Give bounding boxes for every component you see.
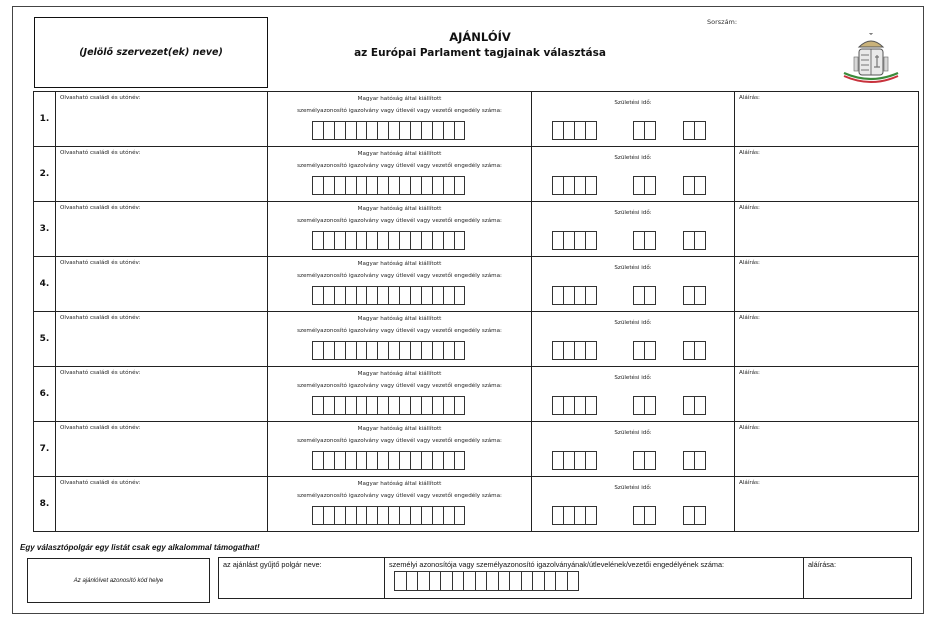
dob-year-boxes bbox=[553, 341, 597, 360]
id-digit-box[interactable] bbox=[454, 506, 466, 525]
dob-cell bbox=[532, 257, 735, 312]
id-digit-box[interactable] bbox=[454, 286, 466, 305]
dob-digit-box[interactable] bbox=[585, 506, 597, 525]
id-label-line1: Magyar hatóság által kiállított bbox=[357, 371, 442, 377]
signature-cell[interactable] bbox=[735, 312, 919, 367]
dob-month-boxes bbox=[634, 286, 656, 305]
dob-label: Születési idő: bbox=[614, 320, 652, 326]
signature-label: Aláírás: bbox=[739, 425, 760, 431]
dob-digit-box[interactable] bbox=[644, 396, 656, 415]
id-cell bbox=[268, 147, 532, 202]
signature-label: Aláírás: bbox=[739, 370, 760, 376]
collector-signature-label: aláírása: bbox=[808, 560, 836, 569]
id-label-line1: Magyar hatóság által kiállított bbox=[357, 206, 442, 212]
dob-month-boxes bbox=[634, 396, 656, 415]
dob-year-boxes bbox=[553, 286, 597, 305]
dob-digit-box[interactable] bbox=[585, 176, 597, 195]
dob-digit-box[interactable] bbox=[644, 176, 656, 195]
id-label-line2: személyazonosító igazolvány vagy útlevél vagy vezetői engedély száma: bbox=[297, 162, 502, 169]
id-label-line1: Magyar hatóság által kiállított bbox=[357, 426, 442, 432]
dob-cell bbox=[532, 312, 735, 367]
dob-digit-box[interactable] bbox=[585, 231, 597, 250]
signature-label: Aláírás: bbox=[739, 150, 760, 156]
signature-label: Aláírás: bbox=[739, 205, 760, 211]
collector-id-label: személyi azonosítója vagy személyazonosító igazolványának/útlevelének/vezetői engedélyének száma: bbox=[389, 560, 725, 569]
signature-cell[interactable] bbox=[735, 202, 919, 257]
id-number-boxes bbox=[313, 231, 465, 250]
name-cell[interactable] bbox=[56, 92, 268, 147]
dob-year-boxes bbox=[553, 176, 597, 195]
signature-cell[interactable] bbox=[735, 147, 919, 202]
signature-cell[interactable] bbox=[735, 257, 919, 312]
dob-digit-box[interactable] bbox=[644, 121, 656, 140]
dob-cell bbox=[532, 422, 735, 477]
row-number: 5. bbox=[34, 312, 56, 367]
form-code-placeholder: Az ajánlóívet azonosító kód helye bbox=[73, 577, 164, 584]
id-label-line2: személyazonosító igazolvány vagy útlevél vagy vezetői engedély száma: bbox=[297, 107, 502, 114]
dob-digit-box[interactable] bbox=[694, 121, 706, 140]
collector-signature-cell[interactable] bbox=[804, 558, 912, 599]
name-cell[interactable] bbox=[56, 367, 268, 422]
id-cell bbox=[268, 367, 532, 422]
dob-year-boxes bbox=[553, 451, 597, 470]
single-support-notice: Egy választópolgár egy listát csak egy alkalommal támogathat! bbox=[20, 543, 260, 552]
organization-placeholder: (Jelölő szervezet(ek) neve) bbox=[79, 47, 223, 58]
dob-year-boxes bbox=[553, 121, 597, 140]
form-subtitle: az Európai Parlament tagjainak választása bbox=[354, 47, 606, 59]
id-cell bbox=[268, 422, 532, 477]
signature-table bbox=[33, 91, 919, 532]
dob-digit-box[interactable] bbox=[694, 286, 706, 305]
name-cell[interactable] bbox=[56, 257, 268, 312]
name-cell[interactable] bbox=[56, 202, 268, 257]
dob-digit-box[interactable] bbox=[644, 231, 656, 250]
row-number: 1. bbox=[34, 92, 56, 147]
recommender-row bbox=[34, 367, 919, 422]
dob-label: Születési idő: bbox=[614, 210, 652, 216]
signature-cell[interactable] bbox=[735, 367, 919, 422]
id-number-boxes bbox=[313, 341, 465, 360]
signature-cell[interactable] bbox=[735, 92, 919, 147]
dob-digit-box[interactable] bbox=[644, 341, 656, 360]
dob-label: Születési idő: bbox=[614, 100, 652, 106]
dob-digit-box[interactable] bbox=[694, 176, 706, 195]
dob-year-boxes bbox=[553, 396, 597, 415]
name-label: Olvasható családi és utónév: bbox=[60, 95, 141, 101]
name-label: Olvasható családi és utónév: bbox=[60, 480, 141, 486]
dob-label: Születési idő: bbox=[614, 375, 652, 381]
id-cell bbox=[268, 257, 532, 312]
recommender-row bbox=[34, 147, 919, 202]
dob-digit-box[interactable] bbox=[694, 396, 706, 415]
dob-cell bbox=[532, 147, 735, 202]
collector-name-label: az ajánlást gyűjtő polgár neve: bbox=[223, 560, 322, 569]
dob-month-boxes bbox=[634, 451, 656, 470]
id-label-line1: Magyar hatóság által kiállított bbox=[357, 261, 442, 267]
dob-label: Születési idő: bbox=[614, 430, 652, 436]
dob-month-boxes bbox=[634, 341, 656, 360]
id-digit-box[interactable] bbox=[454, 231, 466, 250]
dob-digit-box[interactable] bbox=[694, 231, 706, 250]
dob-day-boxes bbox=[684, 396, 706, 415]
row-number: 6. bbox=[34, 367, 56, 422]
dob-digit-box[interactable] bbox=[585, 396, 597, 415]
dob-month-boxes bbox=[634, 121, 656, 140]
dob-day-boxes bbox=[684, 121, 706, 140]
id-label-line2: személyazonosító igazolvány vagy útlevél vagy vezetői engedély száma: bbox=[297, 382, 502, 389]
recommender-row bbox=[34, 422, 919, 477]
collector-id-cell bbox=[385, 558, 804, 599]
row-number: 3. bbox=[34, 202, 56, 257]
signature-label: Aláírás: bbox=[739, 480, 760, 486]
dob-label: Születési idő: bbox=[614, 155, 652, 161]
dob-label: Születési idő: bbox=[614, 265, 652, 271]
id-cell bbox=[268, 92, 532, 147]
name-cell[interactable] bbox=[56, 312, 268, 367]
dob-cell bbox=[532, 477, 735, 532]
dob-digit-box[interactable] bbox=[585, 341, 597, 360]
dob-digit-box[interactable] bbox=[694, 506, 706, 525]
form-title: AJÁNLÓÍV bbox=[449, 30, 511, 44]
dob-day-boxes bbox=[684, 176, 706, 195]
id-label-line1: Magyar hatóság által kiállított bbox=[357, 481, 442, 487]
name-label: Olvasható családi és utónév: bbox=[60, 370, 141, 376]
id-cell bbox=[268, 477, 532, 532]
recommender-row bbox=[34, 312, 919, 367]
dob-digit-box[interactable] bbox=[644, 451, 656, 470]
name-label: Olvasható családi és utónév: bbox=[60, 150, 141, 156]
organization-name-box bbox=[34, 17, 268, 88]
id-number-boxes bbox=[313, 396, 465, 415]
dob-digit-box[interactable] bbox=[644, 506, 656, 525]
id-number-boxes bbox=[313, 506, 465, 525]
row-number: 2. bbox=[34, 147, 56, 202]
id-cell bbox=[268, 202, 532, 257]
name-label: Olvasható családi és utónév: bbox=[60, 205, 141, 211]
collector-id-boxes bbox=[395, 571, 799, 591]
id-digit-box[interactable] bbox=[454, 341, 466, 360]
id-digit-box[interactable] bbox=[454, 451, 466, 470]
id-digit-box[interactable] bbox=[454, 176, 466, 195]
id-number-boxes bbox=[313, 451, 465, 470]
collector-name-cell[interactable] bbox=[219, 558, 385, 599]
name-cell[interactable] bbox=[56, 477, 268, 532]
recommender-row bbox=[34, 202, 919, 257]
recommender-row bbox=[34, 257, 919, 312]
id-label-line2: személyazonosító igazolvány vagy útlevél vagy vezetői engedély száma: bbox=[297, 492, 502, 499]
dob-digit-box[interactable] bbox=[694, 451, 706, 470]
form-title-block bbox=[330, 30, 630, 59]
id-digit-box[interactable] bbox=[454, 396, 466, 415]
name-label: Olvasható családi és utónév: bbox=[60, 425, 141, 431]
id-label-line1: Magyar hatóság által kiállított bbox=[357, 96, 442, 102]
signature-label: Aláírás: bbox=[739, 315, 760, 321]
dob-digit-box[interactable] bbox=[585, 451, 597, 470]
name-label: Olvasható családi és utónév: bbox=[60, 315, 141, 321]
dob-digit-box[interactable] bbox=[644, 286, 656, 305]
dob-month-boxes bbox=[634, 176, 656, 195]
id-label-line2: személyazonosító igazolvány vagy útlevél vagy vezetői engedély száma: bbox=[297, 217, 502, 224]
dob-cell bbox=[532, 367, 735, 422]
dob-digit-box[interactable] bbox=[585, 121, 597, 140]
dob-day-boxes bbox=[684, 231, 706, 250]
id-label-line1: Magyar hatóság által kiállított bbox=[357, 316, 442, 322]
dob-cell bbox=[532, 202, 735, 257]
id-digit-box[interactable] bbox=[454, 121, 466, 140]
signature-cell[interactable] bbox=[735, 477, 919, 532]
name-cell[interactable] bbox=[56, 147, 268, 202]
row-number: 4. bbox=[34, 257, 56, 312]
recommender-row bbox=[34, 477, 919, 532]
form-code-box bbox=[27, 558, 210, 603]
id-label-line2: személyazonosító igazolvány vagy útlevél vagy vezetői engedély száma: bbox=[297, 437, 502, 444]
dob-year-boxes bbox=[553, 231, 597, 250]
dob-day-boxes bbox=[684, 506, 706, 525]
dob-month-boxes bbox=[634, 231, 656, 250]
signature-label: Aláírás: bbox=[739, 95, 760, 101]
id-number-boxes bbox=[313, 121, 465, 140]
dob-day-boxes bbox=[684, 286, 706, 305]
collector-table bbox=[218, 557, 912, 599]
recommender-row bbox=[34, 92, 919, 147]
row-number: 8. bbox=[34, 477, 56, 532]
signature-cell[interactable] bbox=[735, 422, 919, 477]
id-number-boxes bbox=[313, 286, 465, 305]
name-cell[interactable] bbox=[56, 422, 268, 477]
id-label-line2: személyazonosító igazolvány vagy útlevél vagy vezetői engedély száma: bbox=[297, 272, 502, 279]
name-label: Olvasható családi és utónév: bbox=[60, 260, 141, 266]
dob-day-boxes bbox=[684, 451, 706, 470]
id-label-line1: Magyar hatóság által kiállított bbox=[357, 151, 442, 157]
serial-number-label: Sorszám: bbox=[707, 18, 738, 26]
dob-digit-box[interactable] bbox=[585, 286, 597, 305]
dob-day-boxes bbox=[684, 341, 706, 360]
dob-digit-box[interactable] bbox=[694, 341, 706, 360]
dob-month-boxes bbox=[634, 506, 656, 525]
collector-id-digit-box[interactable] bbox=[567, 571, 580, 591]
dob-cell bbox=[532, 92, 735, 147]
signature-label: Aláírás: bbox=[739, 260, 760, 266]
id-cell bbox=[268, 312, 532, 367]
id-label-line2: személyazonosító igazolvány vagy útlevél vagy vezetői engedély száma: bbox=[297, 327, 502, 334]
id-number-boxes bbox=[313, 176, 465, 195]
row-number: 7. bbox=[34, 422, 56, 477]
dob-label: Születési idő: bbox=[614, 485, 652, 491]
coat-of-arms-icon bbox=[842, 33, 900, 85]
dob-year-boxes bbox=[553, 506, 597, 525]
